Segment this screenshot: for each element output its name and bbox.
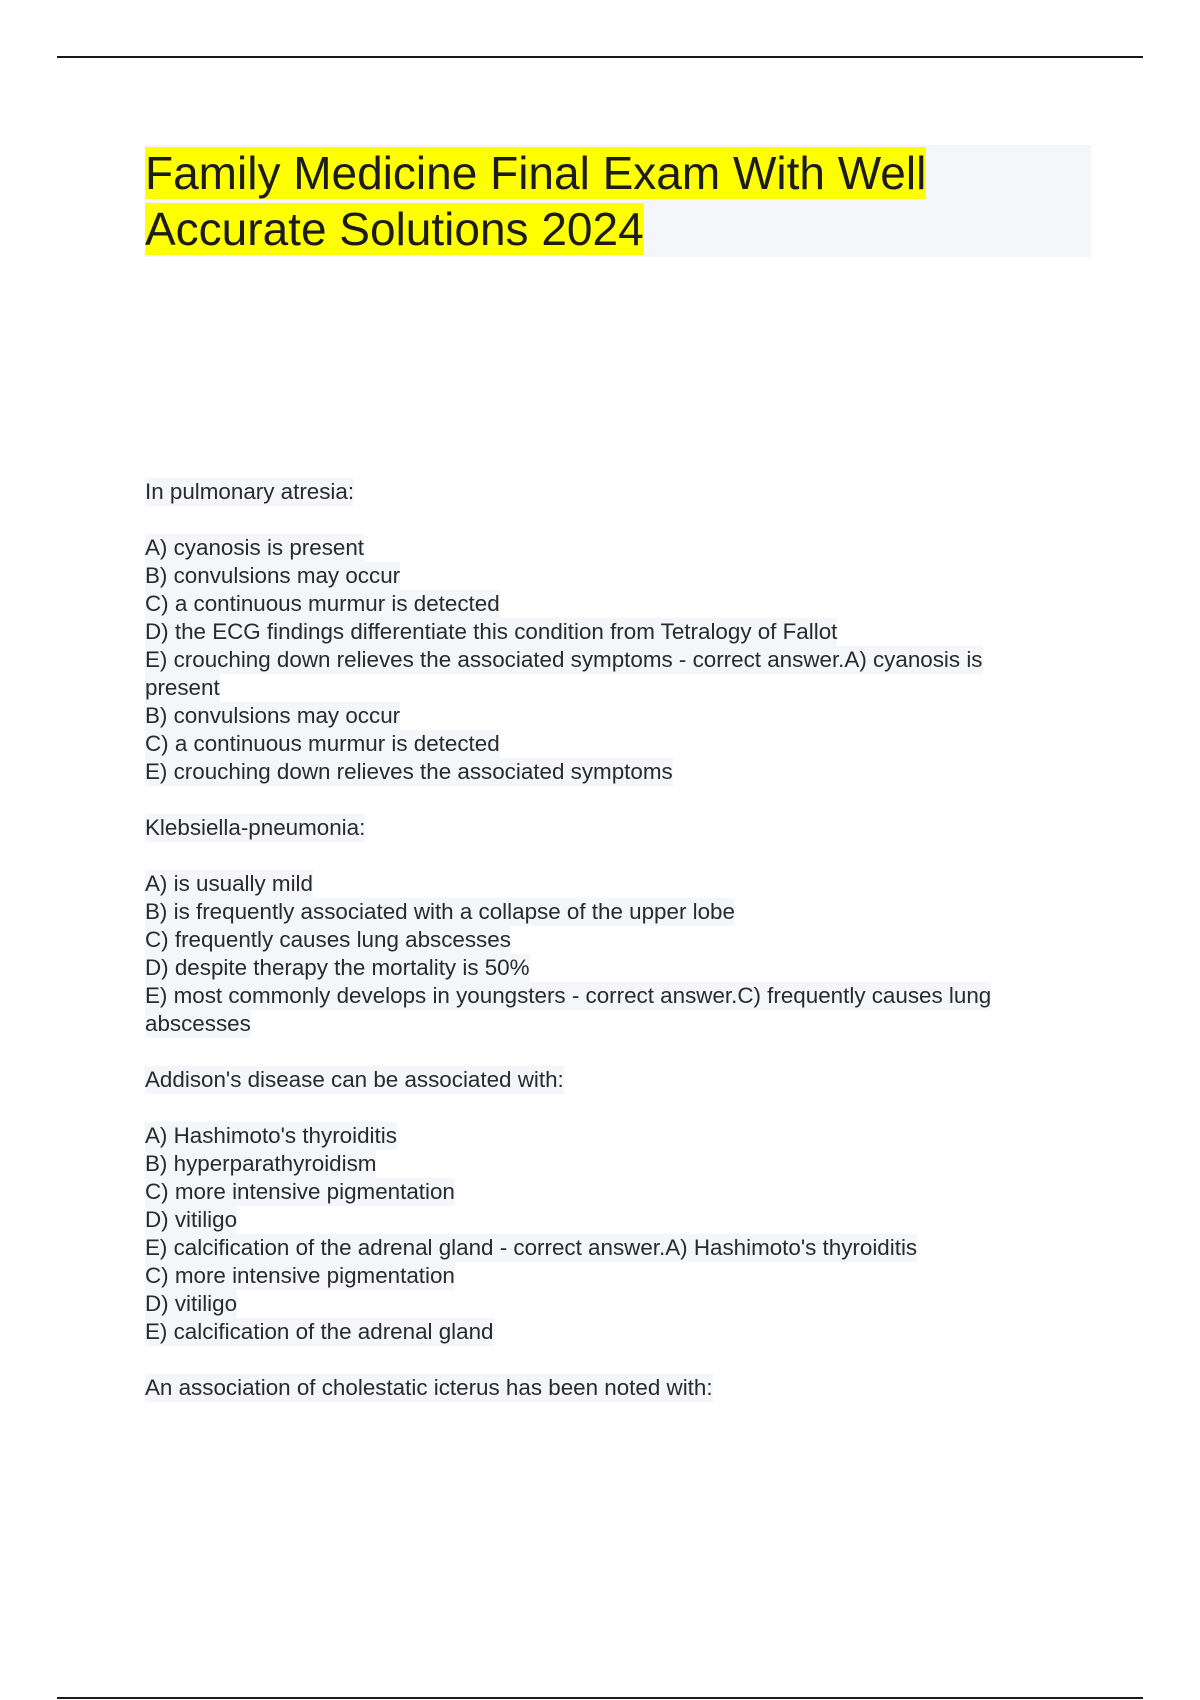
- question-block: [145, 1066, 1085, 1346]
- answer-line: D) despite therapy the mortality is 50%: [145, 955, 530, 980]
- question-block: [145, 1374, 1085, 1402]
- question-prompt: An association of cholestatic icterus has been noted with:: [145, 1375, 713, 1400]
- answer-line: abscesses: [145, 1011, 251, 1036]
- answer-line: C) more intensive pigmentation: [145, 1179, 455, 1204]
- answer-line: C) more intensive pigmentation: [145, 1263, 455, 1288]
- answer-line: D) vitiligo: [145, 1291, 238, 1316]
- question-block: [145, 814, 1085, 1038]
- spacer: [145, 1094, 1085, 1122]
- answer-line: C) frequently causes lung abscesses: [145, 927, 511, 952]
- answer-line: E) calcification of the adrenal gland: [145, 1319, 494, 1344]
- answer-line: B) convulsions may occur: [145, 703, 401, 728]
- top-rule: [57, 56, 1143, 58]
- question-block: [145, 478, 1085, 786]
- answer-line: E) most commonly develops in youngsters - correct answer.C) frequently causes lung: [145, 983, 992, 1008]
- answer-line: E) crouching down relieves the associated symptoms - correct answer.A) cyanosis is: [145, 647, 983, 672]
- bottom-rule: [57, 1697, 1143, 1699]
- question-prompt: In pulmonary atresia:: [145, 479, 355, 504]
- answer-line: C) a continuous murmur is detected: [145, 591, 500, 616]
- answer-line: A) Hashimoto's thyroiditis: [145, 1123, 397, 1148]
- question-prompt: Klebsiella-pneumonia:: [145, 815, 366, 840]
- question-list: [145, 478, 1085, 1430]
- answer-line: B) is frequently associated with a collapse of the upper lobe: [145, 899, 735, 924]
- document-title: [145, 145, 1091, 257]
- answer-line: E) crouching down relieves the associated symptoms: [145, 759, 673, 784]
- title-block: [145, 145, 1091, 257]
- question-prompt: Addison's disease can be associated with:: [145, 1067, 564, 1092]
- answer-line: E) calcification of the adrenal gland - correct answer.A) Hashimoto's thyroiditis: [145, 1235, 918, 1260]
- answer-line: A) is usually mild: [145, 871, 313, 896]
- answer-line: present: [145, 675, 220, 700]
- title-line-1: Family Medicine Final Exam With Well: [145, 147, 927, 199]
- answer-line: B) convulsions may occur: [145, 563, 401, 588]
- title-line-2: Accurate Solutions 2024: [145, 203, 644, 255]
- spacer: [145, 506, 1085, 534]
- answer-line: D) vitiligo: [145, 1207, 238, 1232]
- answer-line: A) cyanosis is present: [145, 535, 365, 560]
- answer-line: C) a continuous murmur is detected: [145, 731, 500, 756]
- answer-line: B) hyperparathyroidism: [145, 1151, 377, 1176]
- answer-line: D) the ECG findings differentiate this condition from Tetralogy of Fallot: [145, 619, 838, 644]
- spacer: [145, 842, 1085, 870]
